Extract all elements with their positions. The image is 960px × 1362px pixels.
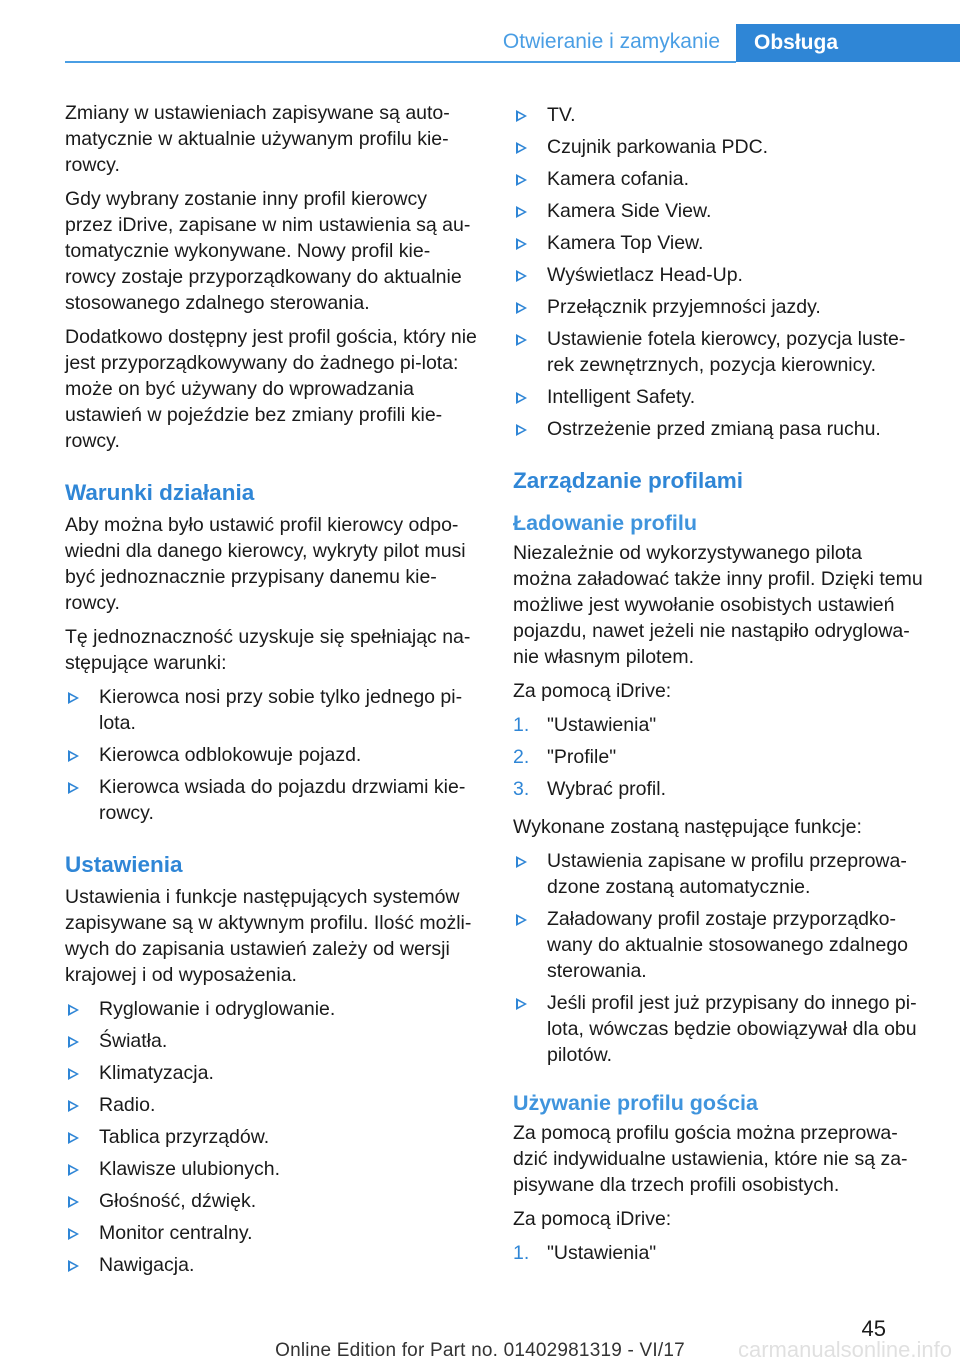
list-item: Klawisze ulubionych. <box>65 1156 477 1182</box>
paragraph: Niezależnie od wykorzystywanego pilota można załadować także inny profil. Dzięki temu możliwe jest wywołanie osobistych ustawień pojazdu, nawet jeżeli nie nastąpiło odryglowa-nie własnym pilotem. <box>513 542 923 668</box>
paragraph: Za pomocą profilu gościa można przeprowa-dzić indywidualne ustawienia, które nie są za-pisywane dla trzech profili osobistych. <box>513 1122 908 1196</box>
heading-gosc: Używanie profilu gościa <box>513 1091 758 1115</box>
list-item: Jeśli profil jest już przypisany do innego pi-lota, wówczas będzie obowiązywał dla obu pilotów. <box>513 990 925 1068</box>
paragraph: Wykonane zostaną następujące funkcje: <box>513 816 862 838</box>
list-item: Kamera Side View. <box>513 198 925 224</box>
left-column <box>65 100 477 1290</box>
triangle-bullet-icon <box>516 334 527 346</box>
page-header <box>0 0 960 62</box>
triangle-bullet-icon <box>516 302 527 314</box>
page-number: 45 <box>861 1316 886 1341</box>
step-number: 2. <box>513 746 530 768</box>
list-item: Kierowca odblokowuje pojazd. <box>65 742 477 768</box>
triangle-bullet-icon <box>68 1068 79 1080</box>
triangle-bullet-icon <box>68 1164 79 1176</box>
triangle-bullet-icon <box>516 856 527 868</box>
conditions-list <box>65 684 477 826</box>
triangle-bullet-icon <box>68 750 79 762</box>
list-item: Ustawienia zapisane w profilu przeprowa-dzone zostaną automatycznie. <box>513 848 925 900</box>
heading-warunki: Warunki działania <box>65 480 255 505</box>
triangle-bullet-icon <box>516 142 527 154</box>
watermark: carmanualsonline.info <box>737 1337 952 1362</box>
triangle-bullet-icon <box>68 1260 79 1272</box>
paragraph: Za pomocą iDrive: <box>513 680 672 702</box>
list-item: Nawigacja. <box>65 1252 477 1278</box>
guest-profile-steps <box>513 1240 925 1266</box>
list-item: Radio. <box>65 1092 477 1118</box>
triangle-bullet-icon <box>68 692 79 704</box>
paragraph: Dodatkowo dostępny jest profil gościa, który nie jest przyporządkowywany do żadnego pi-lota: może on być używany do wprowadzania ustawień w pojeździe bez zmiany profili kie-rowcy. <box>65 326 477 452</box>
header-rule <box>65 61 736 63</box>
paragraph: Gdy wybrany zostanie inny profil kierowcy przez iDrive, zapisane w nim ustawienia są au-tomatycznie wykonywane. Nowy profil kie-rowcy zostaje przyporządkowany do aktualnie stosowanego zdalnego sterowania. <box>65 188 471 314</box>
chapter-title: Otwieranie i zamykanie <box>502 30 720 53</box>
list-item: Przełącznik przyjemności jazdy. <box>513 294 925 320</box>
list-item: Klimatyzacja. <box>65 1060 477 1086</box>
triangle-bullet-icon <box>516 424 527 436</box>
triangle-bullet-icon <box>68 1100 79 1112</box>
list-item: Załadowany profil zostaje przyporządko-wany do aktualnie stosowanego zdalnego sterowania. <box>513 906 925 984</box>
list-item: Głośność, dźwięk. <box>65 1188 477 1214</box>
triangle-bullet-icon <box>68 1036 79 1048</box>
right-column <box>513 100 925 1278</box>
list-item: Tablica przyrządów. <box>65 1124 477 1150</box>
triangle-bullet-icon <box>516 110 527 122</box>
step-number: 1. <box>513 714 530 736</box>
settings-list-continued <box>513 102 925 442</box>
step-item: 3. Wybrać profil. <box>513 778 667 800</box>
paragraph: Zmiany w ustawieniach zapisywane są auto-matycznie w aktualnie używanym profilu kie-rowcy. <box>65 102 450 176</box>
step-item: 2. "Profile" <box>513 746 617 768</box>
heading-zarzadzanie: Zarządzanie profilami <box>513 468 744 493</box>
triangle-bullet-icon <box>516 914 527 926</box>
list-item: Światła. <box>65 1028 477 1054</box>
triangle-bullet-icon <box>516 174 527 186</box>
triangle-bullet-icon <box>516 392 527 404</box>
load-functions-list <box>513 848 925 1068</box>
triangle-bullet-icon <box>516 998 527 1010</box>
list-item: Intelligent Safety. <box>513 384 925 410</box>
triangle-bullet-icon <box>68 1004 79 1016</box>
step-number: 3. <box>513 778 530 800</box>
list-item: Czujnik parkowania PDC. <box>513 134 925 160</box>
list-item: Ustawienie fotela kierowcy, pozycja luste-rek zewnętrznych, pozycja kierownicy. <box>513 326 925 378</box>
list-item: Wyświetlacz Head-Up. <box>513 262 925 288</box>
list-item: Ostrzeżenie przed zmianą pasa ruchu. <box>513 416 925 442</box>
edition-footer: Online Edition for Part no. 01402981319 - VI/17 <box>275 1340 685 1361</box>
paragraph: Aby można było ustawić profil kierowcy odpo-wiedni dla danego kierowcy, wykryty pilot musi być jednoznacznie przypisany danemu kie-rowcy. <box>65 514 466 614</box>
settings-list <box>65 996 477 1278</box>
triangle-bullet-icon <box>68 1196 79 1208</box>
list-item: Kamera cofania. <box>513 166 925 192</box>
heading-ladowanie: Ładowanie profilu <box>513 511 697 535</box>
paragraph: Tę jednoznaczność uzyskuje się spełniając na-stępujące warunki: <box>65 626 471 674</box>
triangle-bullet-icon <box>516 206 527 218</box>
section-tab: Obsługa <box>736 24 960 62</box>
list-item: Monitor centralny. <box>65 1220 477 1246</box>
step-item: 1. "Ustawienia" <box>513 1242 657 1264</box>
list-item: Kierowca nosi przy sobie tylko jednego pi-lota. <box>65 684 477 736</box>
list-item: Kierowca wsiada do pojazdu drzwiami kie-rowcy. <box>65 774 477 826</box>
paragraph: Ustawienia i funkcje następujących systemów zapisywane są w aktywnym profilu. Ilość możli-wych do zapisania ustawień zależy od wersji krajowej i od wyposażenia. <box>65 886 472 986</box>
triangle-bullet-icon <box>516 270 527 282</box>
step-item: 1. "Ustawienia" <box>513 714 657 736</box>
heading-ustawienia: Ustawienia <box>65 852 183 877</box>
triangle-bullet-icon <box>68 1228 79 1240</box>
list-item: Kamera Top View. <box>513 230 925 256</box>
step-number: 1. <box>513 1242 530 1264</box>
triangle-bullet-icon <box>68 1132 79 1144</box>
list-item: TV. <box>513 102 925 128</box>
paragraph: Za pomocą iDrive: <box>513 1208 672 1230</box>
triangle-bullet-icon <box>516 238 527 250</box>
triangle-bullet-icon <box>68 782 79 794</box>
list-item: Ryglowanie i odryglowanie. <box>65 996 477 1022</box>
load-profile-steps <box>513 712 925 802</box>
